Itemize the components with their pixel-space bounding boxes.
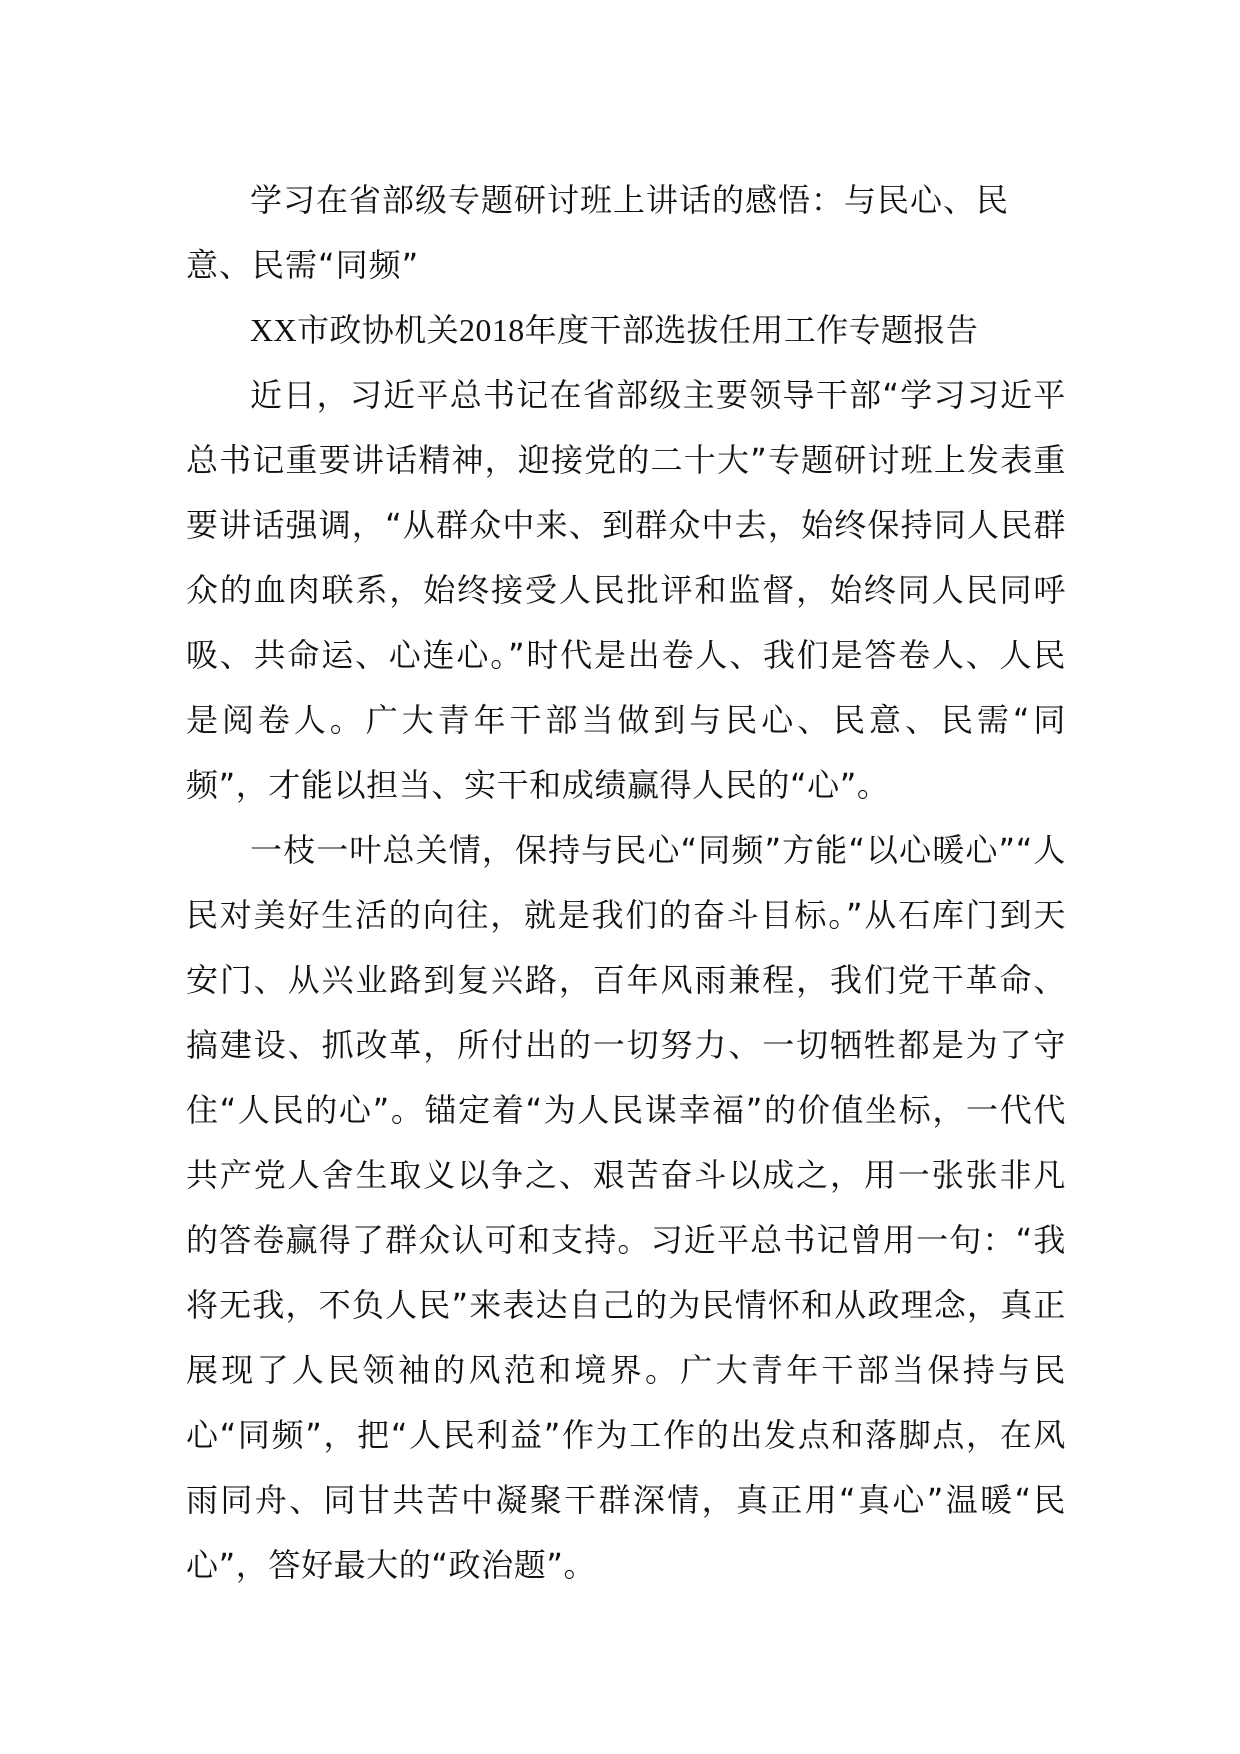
document-title: 学习在省部级专题研讨班上讲话的感悟：与民心、民意、民需“同频” <box>186 181 1010 284</box>
document-subtitle: XX市政协机关2018年度干部选拔任用工作专题报告 <box>250 312 979 348</box>
paragraph-main: 一枝一叶总关情，保持与民心“同频”方能“以心暖心”“人民对美好生活的向往，就是我们的奋斗目标。”从石库门到天安门、从兴业路到复兴路，百年风雨兼程，我们党干革命、搞建设、抓改革，所付出的一切努力、一切牺牲都是为了守住“人民的心”。锚定着“为人民谋幸福”的价值坐标，一代代共产党人舍生取义以争之、艰苦奋斗以成之，用一张张非凡的答卷赢得了群众认可和支持。习近平总书记曾用一句：“我将无我，不负人民”来表达自己的为民情怀和从政理念，真正展现了人民领袖的风范和境界。广大青年干部当保持与民心“同频”，把“人民利益”作为工作的出发点和落脚点，在风雨同舟、同甘共苦中凝聚干群深情，真正用“真心”温暖“民心”，答好最大的“政治题”。 <box>186 831 1066 1584</box>
paragraph-intro: 近日，习近平总书记在省部级主要领导干部“学习习近平总书记重要讲话精神，迎接党的二十大”专题研讨班上发表重要讲话强调，“从群众中来、到群众中去，始终保持同人民群众的血肉联系，始终接受人民批评和监督，始终同人民同呼吸、共命运、心连心。”时代是出卷人、我们是答卷人、人民是阅卷人。广大青年干部当做到与民心、民意、民需“同频”，才能以担当、实干和成绩赢得人民的“心”。 <box>186 376 1066 804</box>
document-body <box>186 168 1066 1598</box>
